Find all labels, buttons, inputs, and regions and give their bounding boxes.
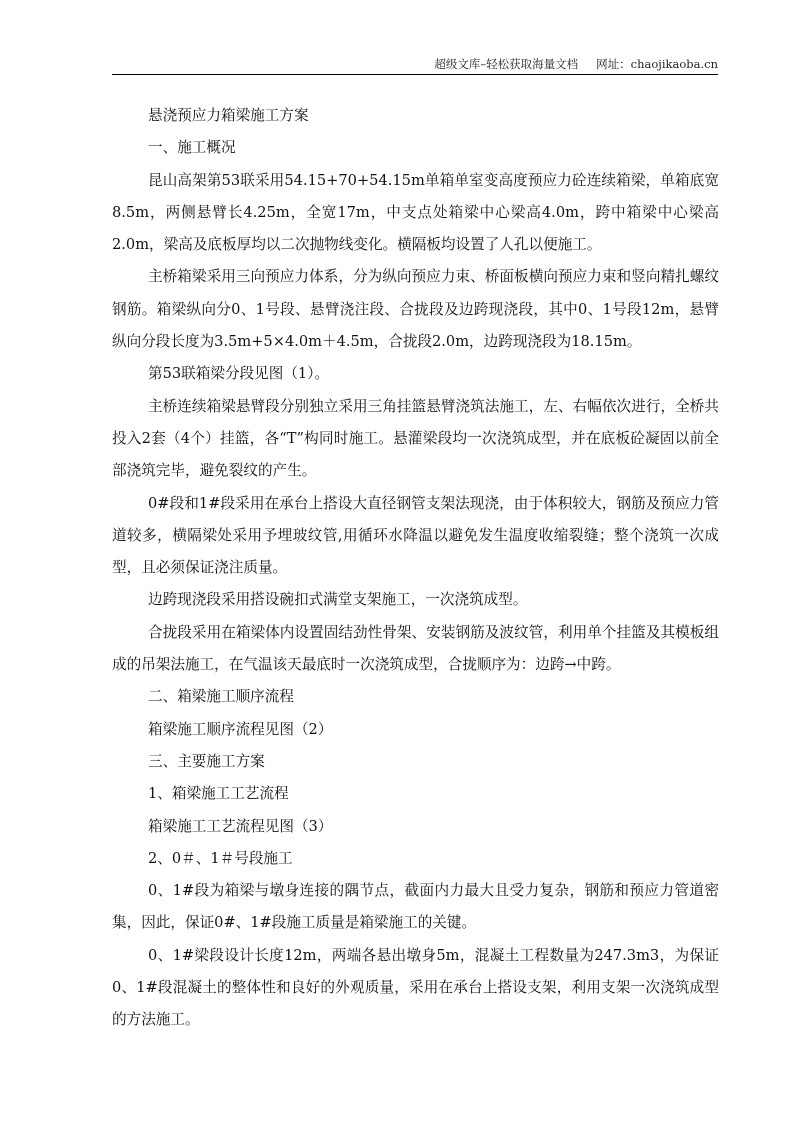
- subsection-heading: 1、箱梁施工工艺流程: [148, 785, 289, 803]
- paragraph: 箱梁施工顺序流程见图（2）: [148, 720, 333, 738]
- paragraph: 昆山高架第53联采用54.15+70+54.15m单箱单室变高度预应力砼连续箱梁，单箱底宽8.5m，两侧悬臂长4.25m，全宽17m，中支点处箱梁中心梁高4.0m，跨中箱梁中心梁高2.0m，梁高及底板厚均以二次抛物线变化。横隔板均设置了人孔以便施工。: [112, 171, 719, 254]
- document-body: [112, 100, 719, 1037]
- header-website: 网址：chaojikaoba.cn: [596, 57, 718, 71]
- paragraph: 第53联箱梁分段见图（1）。: [148, 365, 330, 383]
- subsection-heading: 2、0＃、1＃号段施工: [148, 849, 293, 867]
- section-heading-sequence: 二、箱梁施工顺序流程: [148, 688, 294, 706]
- paragraph: 边跨现浇段采用搭设碗扣式满堂支架施工，一次浇筑成型。: [148, 591, 528, 609]
- paragraph: 0、1#梁段设计长度12m，两端各悬出墩身5m，混凝土工程数量为247.3m3，为保证0、1#段混凝土的整体性和良好的外观质量，采用在承台上搭设支架，利用支架一次浇筑成型的方法施工。: [112, 946, 719, 1029]
- header-divider: [112, 74, 718, 75]
- section-heading-overview: 一、施工概况: [148, 139, 236, 157]
- section-heading-main-plan: 三、主要施工方案: [148, 752, 265, 770]
- document-title: 悬浇预应力箱梁施工方案: [148, 107, 309, 124]
- paragraph: 箱梁施工工艺流程见图（3）: [148, 817, 333, 835]
- paragraph: 主桥箱梁采用三向预应力体系，分为纵向预应力束、桥面板横向预应力束和竖向精扎螺纹钢筋。箱梁纵向分0、1号段、悬臂浇注段、合拢段及边跨现浇段，其中0、1号段12m，悬臂纵向分段长度为3.5m+5×4.0m＋4.5m，合拢段2.0m，边跨现浇段为18.15m。: [112, 268, 719, 351]
- paragraph: 主桥连续箱梁悬臂段分别独立采用三角挂篮悬臂浇筑法施工，左、右幅依次进行，全桥共投入2套（4个）挂篮，各“T”构同时施工。悬灌梁段均一次浇筑成型，并在底板砼凝固以前全部浇筑完毕，避免裂纹的产生。: [112, 397, 719, 480]
- header-slogan: 超级文库–轻松获取海量文档: [434, 57, 579, 71]
- paragraph: 0、1#段为箱梁与墩身连接的隅节点，截面内力最大且受力复杂，钢筋和预应力管道密集，因此，保证0#、1#段施工质量是箱梁施工的关键。: [112, 882, 719, 932]
- paragraph: 合拢段采用在箱梁体内设置固结劲性骨架、安装钢筋及波纹管，利用单个挂篮及其模板组成的吊架法施工，在气温该天最底时一次浇筑成型，合拢顺序为：边跨→中跨。: [112, 623, 719, 674]
- paragraph: 0#段和1#段采用在承台上搭设大直径钢管支架法现浇，由于体积较大，钢筋及预应力管道较多，横隔梁处采用予埋玻纹管,用循环水降温以避免发生温度收缩裂缝；整个浇筑一次成型，且必须保证浇注质量。: [112, 494, 719, 577]
- page-header: [112, 56, 718, 74]
